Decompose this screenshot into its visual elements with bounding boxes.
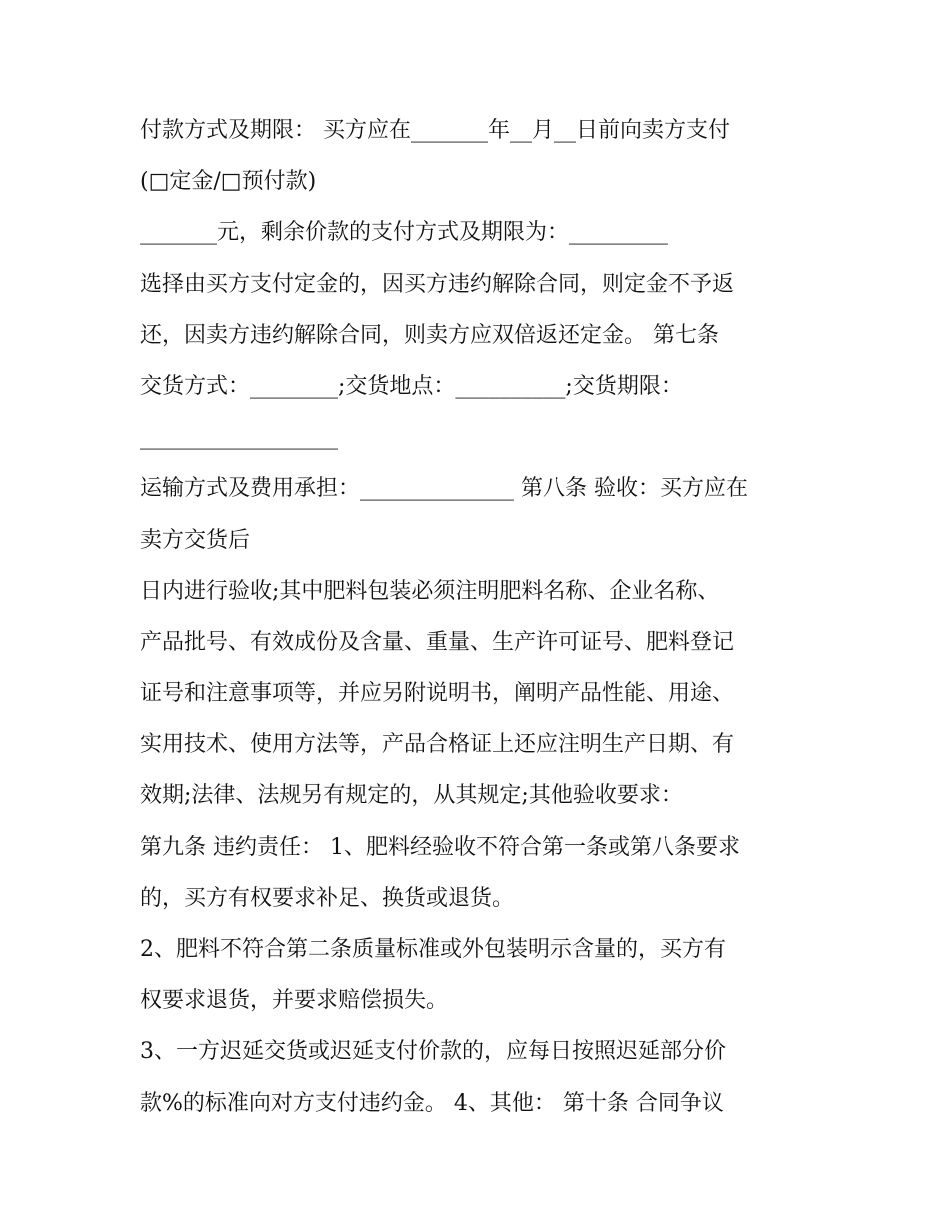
text-line: 选择由买方支付定金的，因买方违约解除合同，则定金不予返	[140, 271, 735, 297]
text-line: 产品批号、有效成份及含量、重量、生产许可证号、肥料登记	[140, 629, 735, 655]
contract-text	[140, 112, 820, 1136]
text-line: 付款方式及期限： 买方应在_______年__月__日前向卖方支付	[140, 118, 730, 143]
text-line: 交货方式：________;交货地点：__________;交货期限：	[140, 373, 683, 399]
text-line: 运输方式及费用承担：______________ 第八条 验收：买方应在	[140, 476, 748, 502]
text-line: 日内进行验收;其中肥料包装必须注明肥料名称、企业名称、	[140, 578, 720, 604]
text-line: _______元，剩余价款的支付方式及期限为：_________	[140, 220, 669, 246]
text-line: 第九条 违约责任： 1、肥料经验收不符合第一条或第八条要求	[140, 834, 740, 860]
text-line: 款%的标准向对方支付违约金。 4、其他： 第十条 合同争议	[140, 1090, 724, 1116]
text-line: 效期;法律、法规另有规定的，从其规定;其他验收要求：	[140, 783, 683, 809]
text-line: 卖方交货后	[140, 527, 251, 553]
text-line: 的，买方有权要求补足、换货或退货。	[140, 885, 515, 911]
text-line: 2、肥料不符合第二条质量标准或外包装明示含量的，买方有	[140, 937, 726, 962]
text-line: 还，因卖方违约解除合同，则卖方应双倍返还定金。 第七条	[140, 322, 719, 348]
text-line: (□定金/□预付款)	[140, 169, 317, 195]
text-line: 3、一方迟延交货或迟延支付价款的，应每日按照迟延部分价	[140, 1039, 726, 1065]
text-line: 实用技术、使用方法等，产品合格证上还应注明生产日期、有	[140, 732, 735, 758]
text-line: __________________	[140, 425, 338, 451]
text-line: 证号和注意事项等，并应另附说明书，阐明产品性能、用途、	[140, 681, 735, 707]
text-line: 权要求退货，并要求赔偿损失。	[140, 988, 449, 1014]
